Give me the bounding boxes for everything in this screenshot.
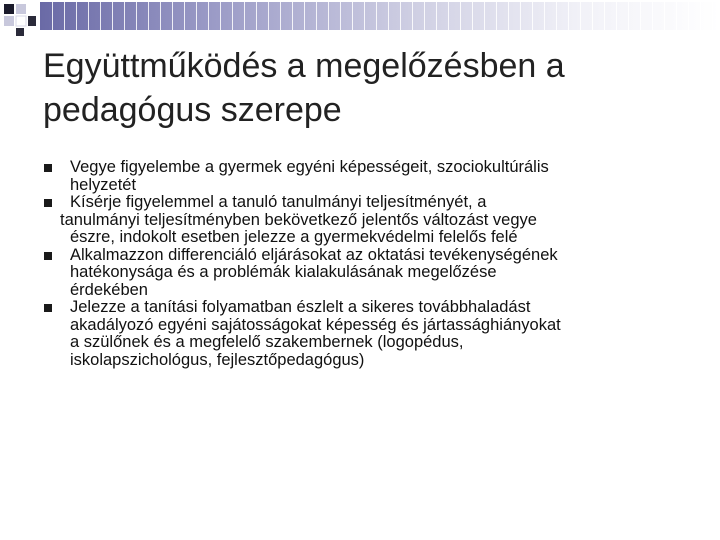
title-line: Együttműködés a megelőzésben a <box>43 47 565 85</box>
strip-cell <box>700 2 713 30</box>
bullet-line: akadályozó egyéni sajátosságokat képesség és jártassághiányokat <box>70 315 561 334</box>
bullet-item <box>44 299 684 369</box>
square-bullet-icon <box>44 199 52 207</box>
bullet-item <box>44 159 684 194</box>
corner-square <box>16 28 24 36</box>
corner-square <box>16 16 26 26</box>
bullet-line: Kísérje figyelemmel a tanuló tanulmányi teljesítményét, a <box>70 193 487 211</box>
bullet-text <box>70 159 684 194</box>
title-line: pedagógus szerepe <box>43 91 342 129</box>
corner-square <box>4 16 14 26</box>
bullet-line: a szülőnek és a megfelelő szakembernek (logopédus, <box>70 333 464 351</box>
bullet-item <box>44 247 684 300</box>
bullet-text <box>70 299 684 369</box>
bullet-line: észre, indokolt esetben jelezze a gyermekvédelmi felelős felé <box>70 228 518 246</box>
corner-square <box>28 16 36 26</box>
corner-pattern <box>0 0 40 40</box>
square-bullet-icon <box>44 164 52 172</box>
square-bullet-icon <box>44 304 52 312</box>
bullet-line: Alkalmazzon differenciáló eljárásokat az oktatási tevékenységének <box>70 245 558 264</box>
bullet-text <box>70 247 684 300</box>
bullet-item <box>44 194 684 247</box>
bullet-text <box>60 193 684 247</box>
corner-square <box>4 4 14 14</box>
square-bullet-icon <box>44 252 52 260</box>
bullet-line: iskolapszichológus, fejlesztőpedagógus) <box>70 350 365 369</box>
corner-square <box>16 4 26 14</box>
bullet-line: Jelezze a tanítási folyamatban észlelt a sikeres továbbhaladást <box>70 298 531 316</box>
bullet-list <box>44 159 684 369</box>
slide-title <box>43 44 693 132</box>
header-strip <box>40 2 720 30</box>
bullet-line: hatékonysága és a problémák kialakulásának megelőzése <box>70 263 497 281</box>
bullet-line: helyzetét <box>70 175 137 194</box>
bullet-line: Vegye figyelembe a gyermek egyéni képességeit, szociokultúrális <box>70 158 549 176</box>
bullet-line: tanulmányi teljesítményben bekövetkező jelentős változást vegye <box>60 210 537 229</box>
bullet-line: érdekében <box>70 280 148 299</box>
